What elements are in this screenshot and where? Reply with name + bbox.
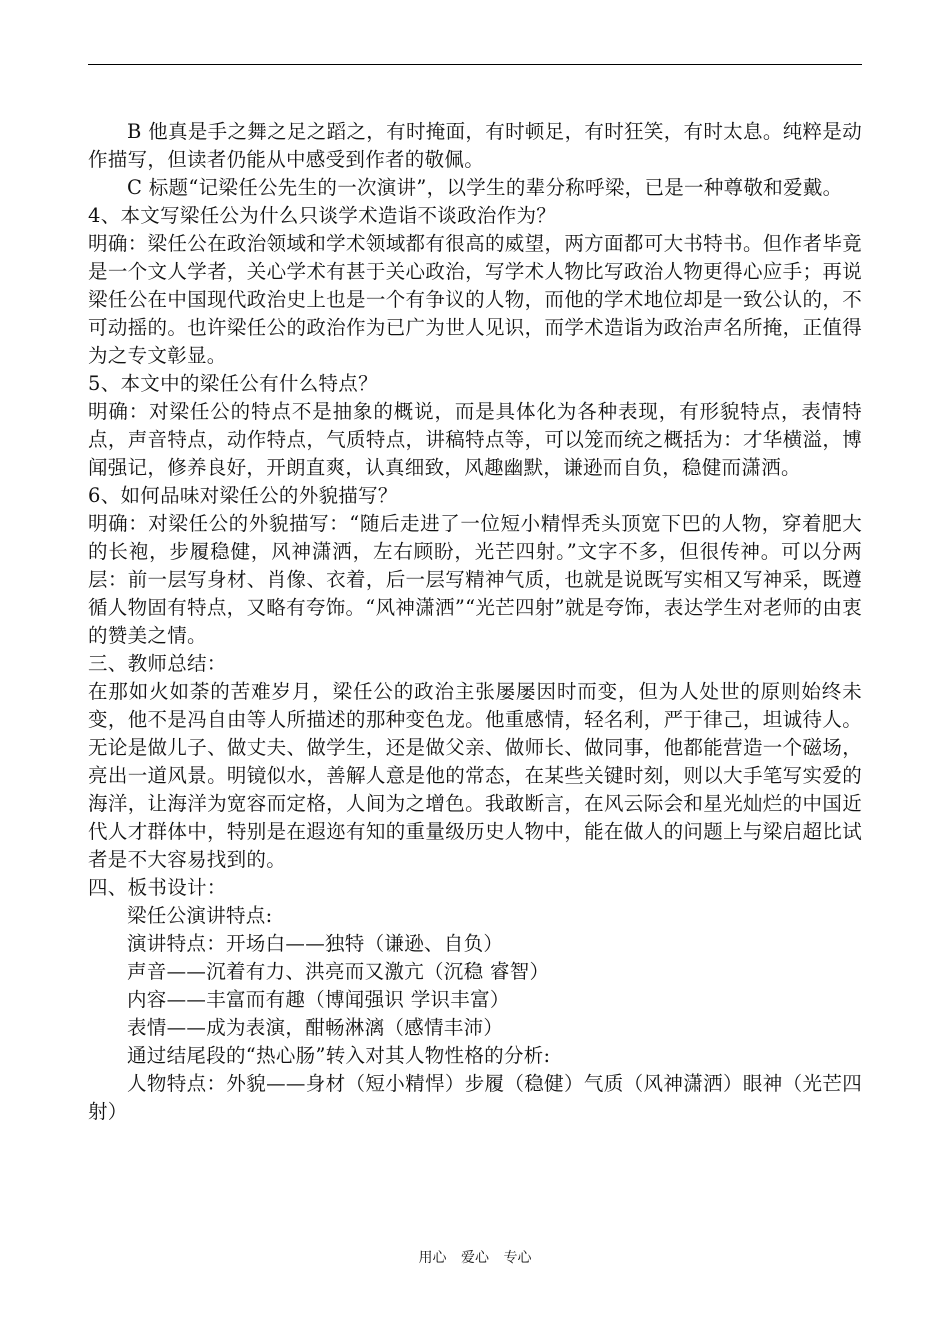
paragraph: C 标题“记梁任公先生的一次演讲”，以学生的辈分称呼梁，已是一种尊敬和爱戴。: [127, 176, 843, 199]
paragraph: 明确：梁任公在政治领域和学术领域都有很高的威望，两方面都可大书特书。但作者毕竟是一个文人学者，关心学术有甚于关心政治，写学术人物比写政治人物更得心应手；再说梁任公在中国现代政治史上也是一个有争议的人物，而他的学术地位却是一致公认的，不可动摇的。也许梁任公的政治作为已广为世人见识，而学术造诣为政治声名所掩，正值得为之专文彰显。: [88, 232, 862, 367]
paragraph: 明确：对梁任公的外貌描写：“随后走进了一位短小精悍秃头顶宽下巴的人物，穿着肥大的长袍，步履稳健，风神潇洒，左右顾盼，光芒四射。”文字不多，但很传神。可以分两层：前一层写身材、肖像、衣着，后一层写精神气质，也就是说既写实相又写神采，既遵循人物固有特点，又略有夸饰。“风神潇洒”“光芒四射”就是夸饰，表达学生对老师的由衷的赞美之情。: [88, 512, 862, 647]
paragraph: 人物特点：外貌——身材（短小精悍）步履（稳健）气质（风神潇洒）眼神（光芒四射）: [88, 1072, 862, 1123]
paragraph: 在那如火如荼的苦难岁月，梁任公的政治主张屡屡因时而变，但为人处世的原则始终未变，他不是冯自由等人所描述的那种变色龙。他重感情，轻名利，严于律己，坦诚待人。无论是做儿子、做丈夫、做学生，还是做父亲、做师长、做同事，他都能营造一个磁场，亮出一道风景。明镜似水，善解人意是他的常态，在某些关键时刻，则以大手笔写实爱的海洋，让海洋为宽容而定格，人间为之增色。我敢断言，在风云际会和星光灿烂的中国近代人才群体中，特别是在遐迩有知的重量级历史人物中，能在做人的问题上与梁启超比试者是不大容易找到的。: [88, 680, 862, 871]
paragraph: 演讲特点：开场白——独特（谦逊、自负）: [127, 932, 504, 955]
paragraph: 梁任公演讲特点:: [127, 904, 273, 927]
paragraph: B 他真是手之舞之足之蹈之，有时掩面，有时顿足，有时狂笑，有时太息。纯粹是动作描写，但读者仍能从中感受到作者的敬佩。: [88, 120, 862, 171]
header-rule: [88, 64, 862, 65]
page-footer: 用心 爱心 专心: [418, 1250, 532, 1266]
paragraph: 4、本文写梁任公为什么只谈学术造诣不谈政治作为？: [88, 204, 557, 227]
paragraph: 内容——丰富而有趣（博闻强识 学识丰富）: [127, 988, 510, 1011]
paragraph: 声音——沉着有力、洪亮而又激亢（沉稳 睿智）: [127, 960, 550, 983]
paragraph: 三、教师总结：: [88, 652, 227, 675]
paragraph: 6、如何品味对梁任公的外貌描写？: [88, 484, 398, 507]
paragraph: 5、本文中的梁任公有什么特点？: [88, 372, 378, 395]
paragraph: 通过结尾段的“热心肠”转入对其人物性格的分析:: [127, 1044, 551, 1067]
document-body: [88, 118, 862, 1126]
paragraph: 明确：对梁任公的特点不是抽象的概说，而是具体化为各种表现，有形貌特点，表情特点，声音特点，动作特点，气质特点，讲稿特点等，可以笼而统之概括为：才华横溢，博闻强记，修养良好，开朗直爽，认真细致，风趣幽默，谦逊而自负，稳健而潇洒。: [88, 400, 862, 479]
paragraph: 表情——成为表演，酣畅淋漓（感情丰沛）: [127, 1016, 504, 1039]
paragraph: 四、板书设计：: [88, 876, 227, 899]
